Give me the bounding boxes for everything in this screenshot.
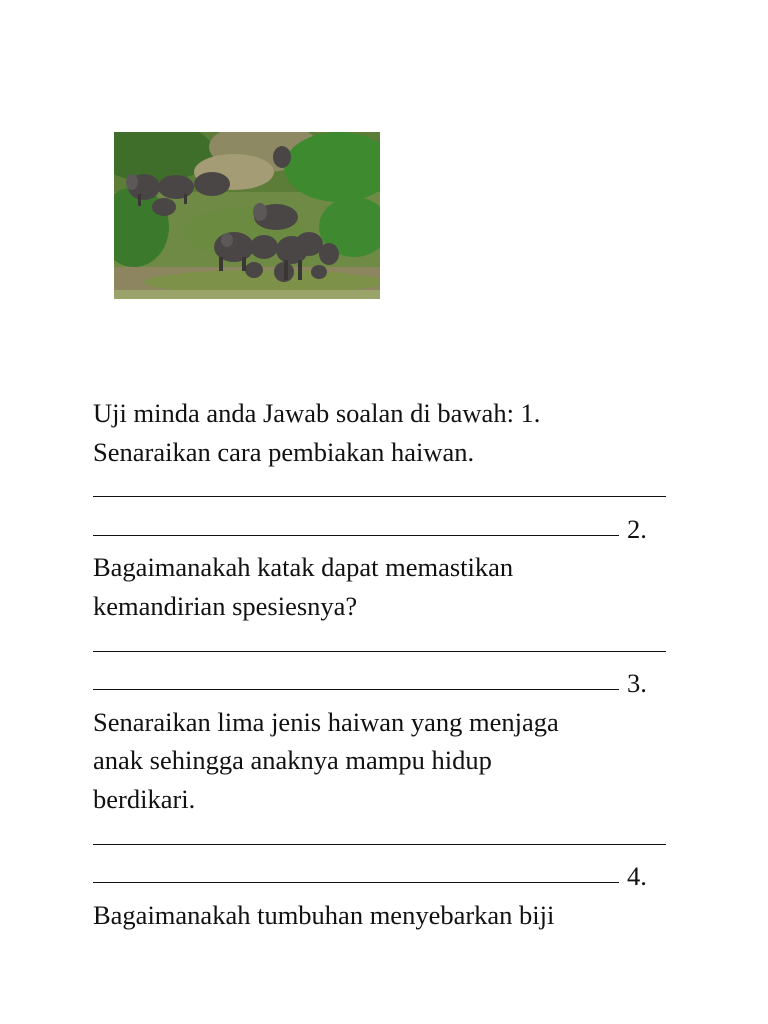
answer-blank[interactable] <box>93 663 619 690</box>
text-line: Uji minda anda Jawab soalan di bawah: 1. <box>93 398 541 428</box>
answer-blank[interactable] <box>93 856 619 883</box>
answer-blank[interactable] <box>93 818 666 845</box>
worksheet-text <box>93 394 693 934</box>
text-line: Bagaimanakah tumbuhan menyebarkan biji <box>93 899 555 930</box>
elephant-herd-photo <box>114 132 380 299</box>
text-line: Senaraikan lima jenis haiwan yang menjaga <box>93 706 559 737</box>
question-number: 4. <box>627 861 647 892</box>
answer-blank[interactable] <box>93 625 666 652</box>
answer-line[interactable] <box>93 857 693 896</box>
question-number: 2. <box>627 513 647 544</box>
answer-line[interactable] <box>93 626 693 665</box>
elephant-herd-illustration <box>114 132 380 299</box>
answer-blank[interactable] <box>93 509 619 536</box>
answer-line[interactable] <box>93 664 693 703</box>
answer-blank[interactable] <box>93 470 666 497</box>
text-line: kemandirian spesiesnya? <box>93 590 358 621</box>
answer-line[interactable] <box>93 510 693 549</box>
text-line: berdikari. <box>93 783 196 814</box>
text-line: Senaraikan cara pembiakan haiwan. <box>93 436 475 467</box>
answer-line[interactable] <box>93 471 693 510</box>
question-number: 3. <box>627 668 647 699</box>
text-line: anak sehingga anaknya mampu hidup <box>93 745 492 776</box>
answer-line[interactable] <box>93 819 693 858</box>
text-line: Bagaimanakah katak dapat memastikan <box>93 552 514 583</box>
